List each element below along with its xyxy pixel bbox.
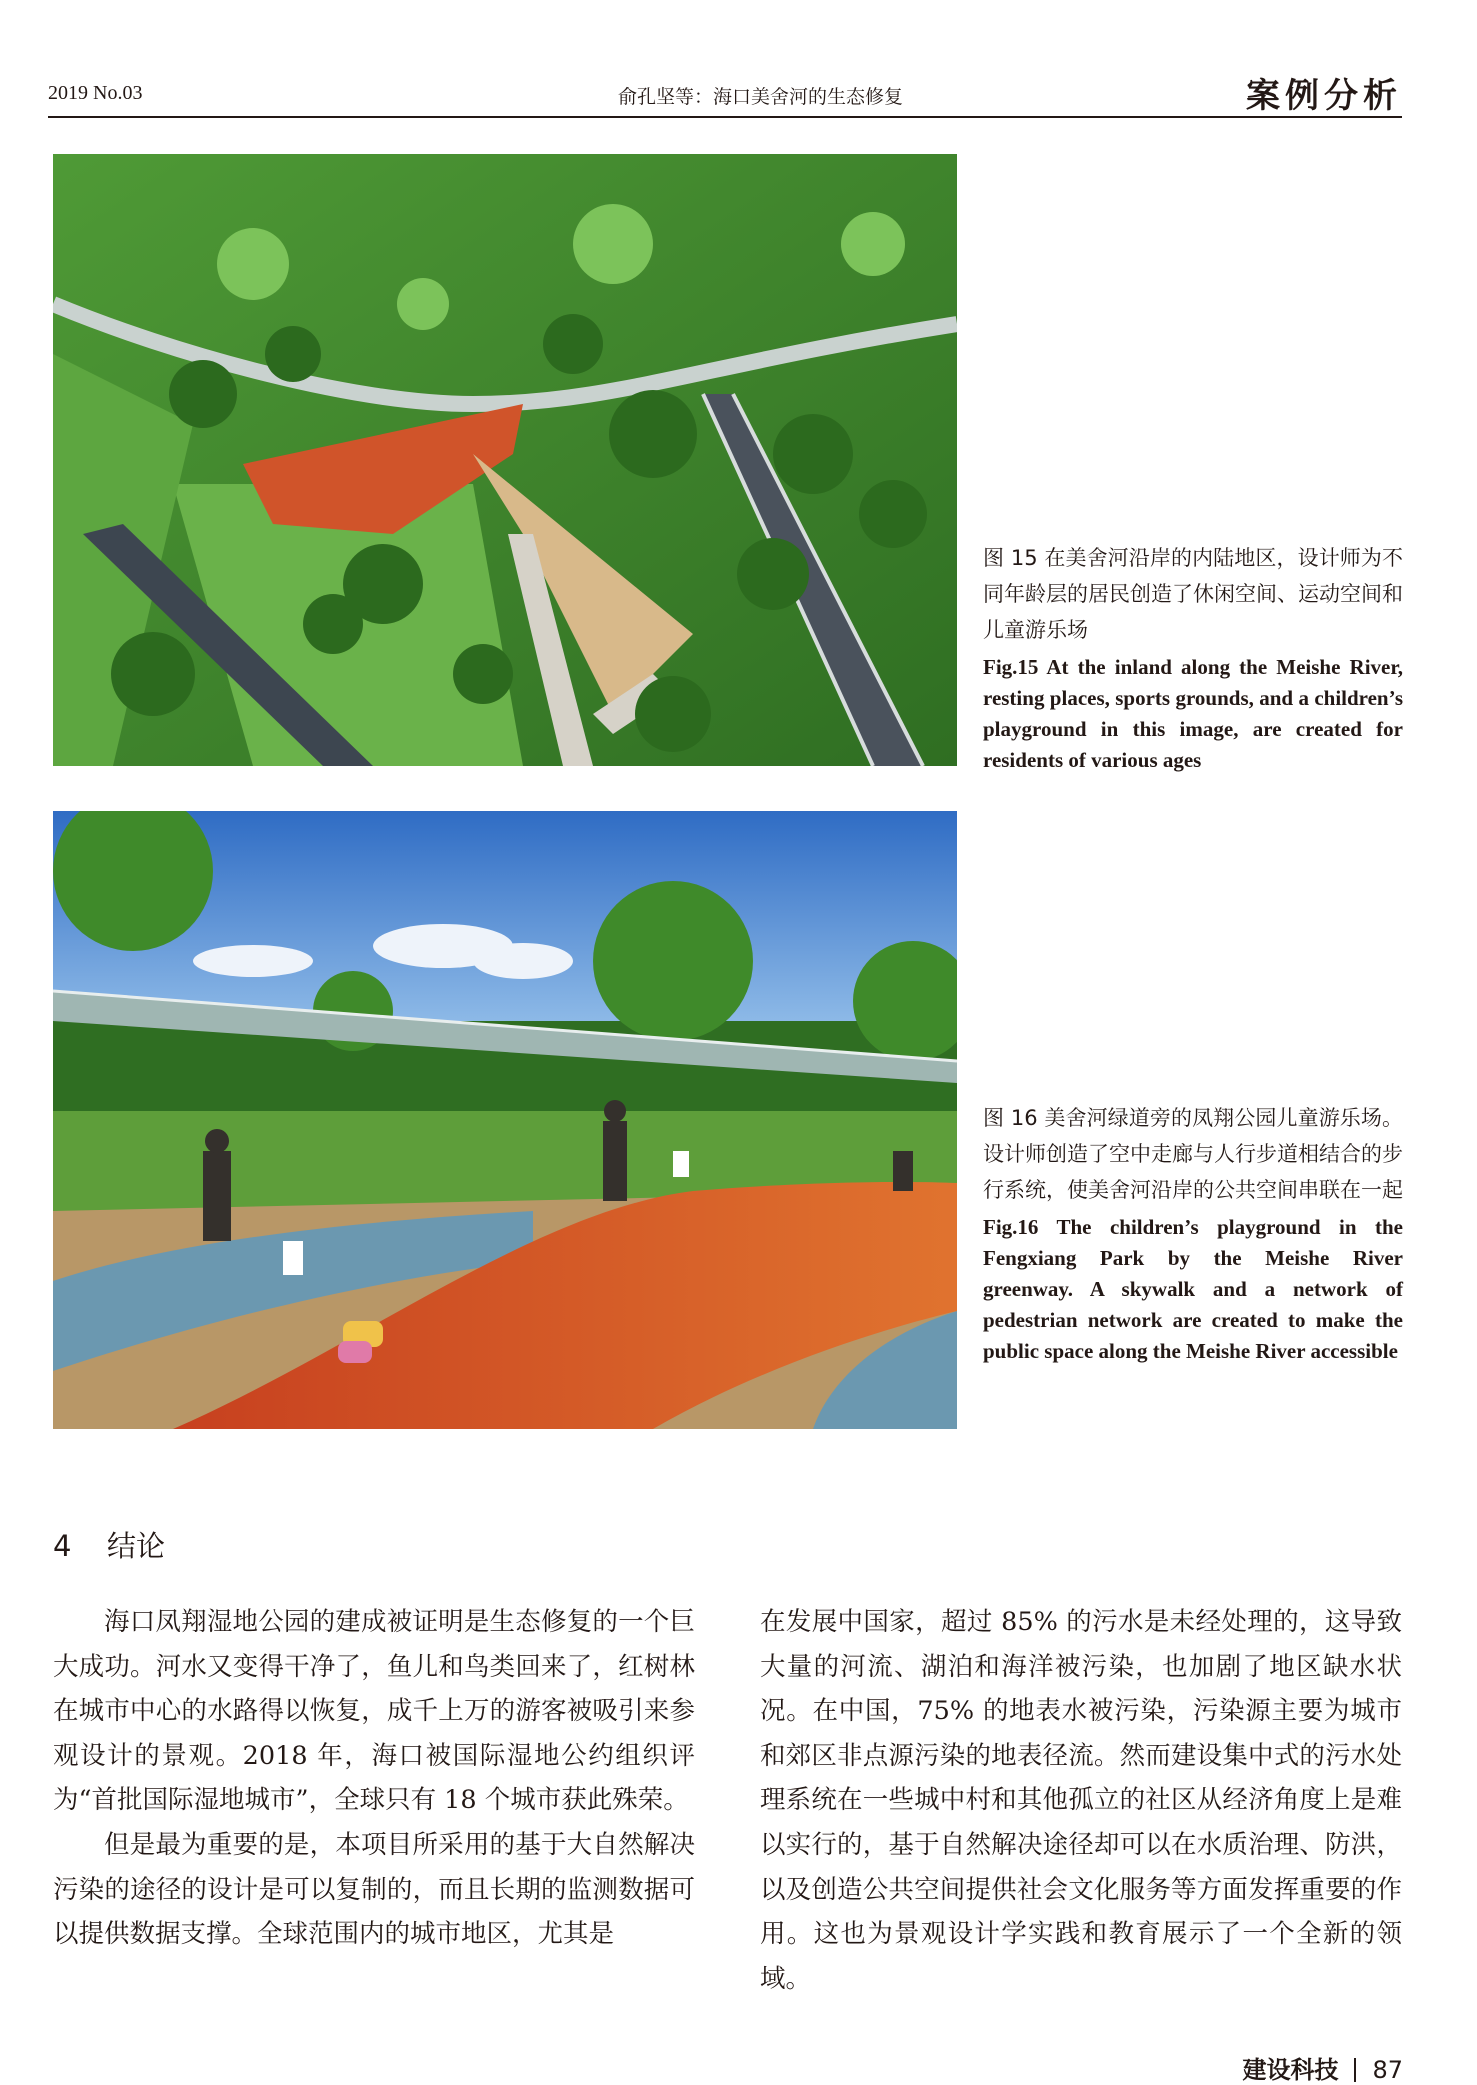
- body-paragraph-continued: 在发展中国家，超过 85% 的污水是未经处理的，这导致大量的河流、湖泊和海洋被污染，也加剧了地区缺水状况。在中国，75% 的地表水被污染，污染源主要为城市和郊区非点源污染的地表径流。然而建设集中式的污水处理系统在一些城中村和其他孤立的社区从经济角度上是难以实行的，基于自然解决途径却可以在水质治理、防洪，以及创造公共空间提供社会文化服务等方面发挥重要的作用。这也为景观设计学实践和教育展示了一个全新的领域。: [760, 1607, 1402, 1994]
- aerial-park-image: [53, 154, 957, 766]
- issue-number: 2019 No.03: [48, 82, 143, 104]
- figure-15-photo: [53, 154, 957, 766]
- page-number: 87: [1372, 2056, 1403, 2084]
- section-heading: [53, 1524, 165, 1565]
- figure-16-caption: [983, 1100, 1403, 1367]
- journal-name: 建设科技: [1242, 2056, 1339, 2084]
- figure-16-caption-en: Fig.16 The children’s playground in the Fengxiang Park by the Meishe River greenway. A skywalk and a network of pedestrian network are created to make the public space along the Meishe River accessible: [983, 1215, 1403, 1363]
- section-number: 4: [53, 1529, 72, 1563]
- section-title: 结论: [107, 1529, 166, 1563]
- page-footer: [1242, 2050, 1403, 2085]
- body-column-left: [53, 1600, 695, 1957]
- body-paragraph: 海口凤翔湿地公园的建成被证明是生态修复的一个巨大成功。河水又变得干净了，鱼儿和鸟类回来了，红树林在城市中心的水路得以恢复，成千上万的游客被吸引来参观设计的景观。2018 年，海口被国际湿地公约组织评为“首批国际湿地城市”，全球只有 18 个城市获此殊荣。: [53, 1607, 695, 1816]
- figure-16-caption-zh: 图 16 美舍河绿道旁的凤翔公园儿童游乐场。设计师创造了空中走廊与人行步道相结合的步行系统，使美舍河沿岸的公共空间串联在一起: [983, 1106, 1403, 1202]
- body-paragraph: 但是最为重要的是，本项目所采用的基于大自然解决污染的途径的设计是可以复制的，而且长期的监测数据可以提供数据支撑。全球范围内的城市地区，尤其是: [53, 1829, 695, 1950]
- running-header: [48, 72, 1402, 118]
- figure-16-photo: [53, 811, 957, 1429]
- figure-15-caption-en: Fig.15 At the inland along the Meishe River, resting places, sports grounds, and a children’s playground in this image, are created for residents of various ages: [983, 655, 1403, 772]
- footer-divider: [1354, 2058, 1356, 2082]
- article-running-title: 俞孔坚等：海口美舍河的生态修复: [618, 86, 904, 108]
- body-column-right: [760, 1600, 1402, 2001]
- playground-image: [53, 811, 957, 1429]
- figure-15-caption-zh: 图 15 在美舍河沿岸的内陆地区，设计师为不同年龄层的居民创造了休闲空间、运动空间和儿童游乐场: [983, 546, 1403, 642]
- section-label: 案例分析: [1246, 76, 1402, 116]
- figure-15-caption: [983, 540, 1403, 776]
